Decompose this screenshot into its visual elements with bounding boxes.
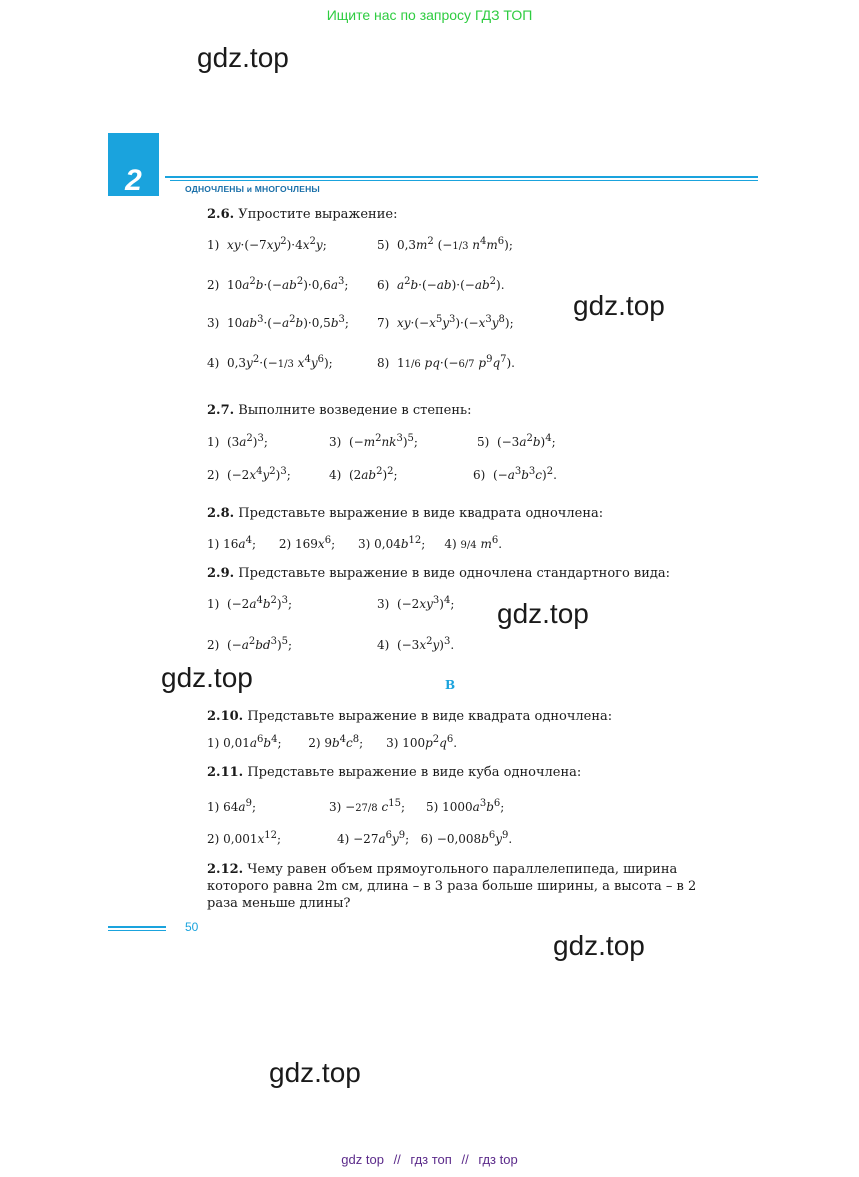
task-text: Чему равен объем прямоугольного параллелепипеда, ширина которого равна 2m см, длина – в 3 раза больше ширины, а высота – в 2 раза меньше длины?: [207, 862, 697, 911]
task-number: 2.10.: [207, 709, 244, 724]
exercise: 1) $xy\cdot(-7xy^2)\cdot 4x^2y$;: [207, 236, 327, 252]
exercise: 3) $10ab^3\cdot(-a^2b)\cdot 0,5b^3$;: [207, 314, 349, 330]
task-text: Представьте выражение в виде куба одночлена:: [247, 765, 582, 780]
watermark: gdz.top: [573, 290, 665, 321]
exercise: 1) $0,01a^6b^4$; 2) $9b^4c^8$; 3) $100p^2q^6$.: [207, 734, 458, 750]
exercise: 1) $(3a^2)^3$;: [207, 433, 268, 449]
exercise: 2) $(-a^2bd^3)^5$;: [207, 636, 293, 652]
task-number: 2.7.: [207, 403, 235, 418]
exercise: 1) $64a^9$;: [207, 798, 256, 814]
footer-rule: [108, 926, 166, 928]
exercise: 4) $(-3x^2y)^3$.: [377, 636, 455, 652]
task-number: 2.11.: [207, 765, 244, 780]
footer-separator: //: [393, 1152, 401, 1167]
exercise: 6) $(-a^3b^3c)^2$.: [473, 466, 557, 482]
chapter-title: ОДНОЧЛЕНЫ и МНОГОЧЛЕНЫ: [185, 184, 320, 194]
watermark: gdz.top: [269, 1057, 361, 1088]
footer-link[interactable]: gdz top: [341, 1152, 384, 1167]
task-number: 2.12.: [207, 862, 244, 877]
task-text: Представьте выражение в виде квадрата одночлена:: [238, 506, 604, 521]
exercise: 1) $16a^4$; 2) $169x^6$; 3) $0,04b^{12}$; 4) 9/4 $m^6$.: [207, 535, 503, 551]
task-2-9: [207, 566, 670, 581]
task-number: 2.8.: [207, 506, 235, 521]
exercise: 5) $(-3a^2b)^4$;: [477, 433, 556, 449]
task-number: 2.6.: [207, 207, 235, 222]
exercise: 6) $a^2b\cdot(-ab)\cdot(-ab^2)$.: [377, 276, 505, 292]
page-number: 50: [185, 920, 199, 934]
footer-links: [0, 1152, 859, 1167]
search-banner: Ищите нас по запросу ГДЗ ТОП: [326, 7, 533, 23]
task-text: Представьте выражение в виде одночлена стандартного вида:: [238, 566, 671, 581]
exercise: 1) $(-2a^4b^2)^3$;: [207, 595, 293, 611]
exercise: 5) $0,3m^2$ (−1/3 $n^4m^6$);: [377, 236, 513, 252]
exercise: 8) 11/6 pq·(−6/7 $p^9q^7$).: [377, 354, 515, 370]
task-text: Выполните возведение в степень:: [238, 403, 472, 418]
exercise: 3) $(-m^2nk^3)^5$;: [329, 433, 418, 449]
exercise: $4) -27a^6y^9$; $6) -0,008b^6y^9$.: [337, 830, 513, 846]
watermark: gdz.top: [161, 662, 253, 693]
exercise: 3) $(-2xy^3)^4$;: [377, 595, 455, 611]
watermark: gdz.top: [197, 42, 289, 73]
footer-rule: [108, 930, 166, 931]
exercise: 7) $xy\cdot(-x^5y^3)\cdot(-x^3y^8)$;: [377, 314, 514, 330]
section-letter: B: [445, 678, 456, 692]
exercise: 4) $0,3y^2\cdot(-1/3$ $x^4y^6$);: [207, 354, 333, 370]
exercise: 3) −27/8 $c^{15}$;: [329, 798, 405, 814]
task-2-8: [207, 506, 603, 521]
task-2-6: [207, 207, 397, 222]
task-2-10: [207, 709, 612, 724]
watermark: gdz.top: [497, 598, 589, 629]
task-2-12: [207, 861, 717, 912]
task-number: 2.9.: [207, 566, 235, 581]
chapter-badge: [108, 133, 159, 196]
footer-link[interactable]: гдз top: [478, 1152, 518, 1167]
watermark: gdz.top: [553, 930, 645, 961]
footer-link[interactable]: гдз топ: [410, 1152, 452, 1167]
exercise: 2) $10a^2b\cdot(-ab^2)\cdot 0,6a^3$;: [207, 276, 349, 292]
header-rule: [165, 176, 758, 178]
task-2-11: [207, 765, 581, 780]
chapter-number: 2: [125, 164, 142, 197]
exercise: 2) $0,001x^{12}$;: [207, 830, 282, 846]
task-2-7: [207, 403, 472, 418]
task-text: Представьте выражение в виде квадрата одночлена:: [247, 709, 613, 724]
exercise: 5) $1000a^3b^6$;: [426, 798, 505, 814]
exercise: 4) $(2ab^2)^2$;: [329, 466, 398, 482]
footer-separator: //: [461, 1152, 469, 1167]
task-text: Упростите выражение:: [238, 207, 398, 222]
exercise: 2) $(-2x^4y^2)^3$;: [207, 466, 291, 482]
header-rule: [170, 180, 758, 181]
